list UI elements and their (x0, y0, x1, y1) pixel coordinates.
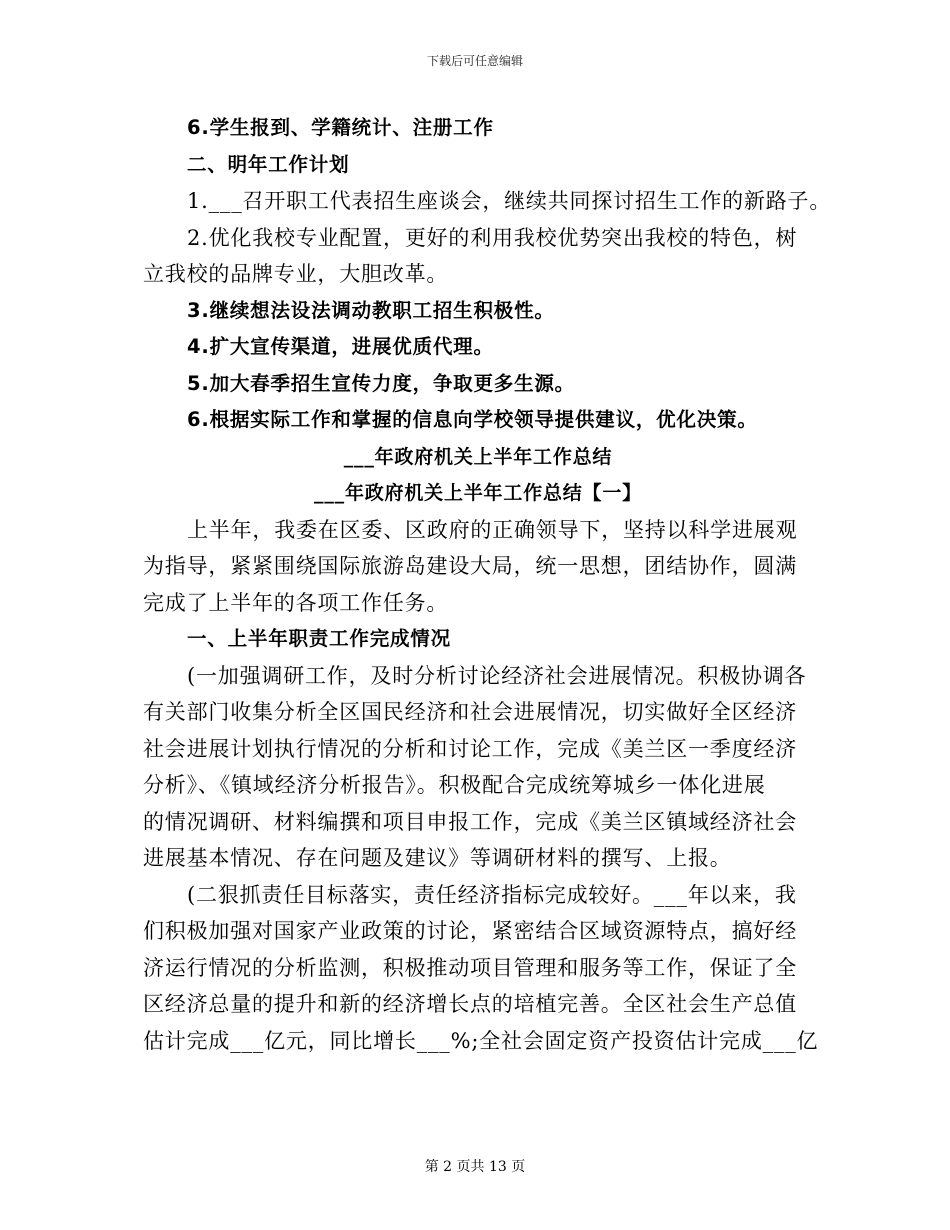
plan-item-4: 4.扩大宣传渠道，进展优质代理。 (187, 335, 494, 358)
paragraph-targets-line-2: 们积极加强对国家产业政策的讨论，紧密结合区域资源特点，搞好经 (143, 919, 797, 943)
paragraph-targets-line-3: 济运行情况的分析监测，积极推动项目管理和服务等工作，保证了全 (143, 955, 797, 980)
paragraph-intro-line-2: 为指导，紧紧围绕国际旅游岛建设大局，统一思想，团结协作，圆满 (143, 554, 797, 578)
section-heading-duties: 一、上半年职责工作完成情况 (187, 627, 451, 650)
page-header: 下载后可任意编辑 (426, 54, 523, 68)
paragraph-targets-line-1: (二狠抓责任目标落实，责任经济指标完成较好。___年以来，我 (187, 882, 797, 907)
paragraph-research-line-1: (一加强调研工作，及时分析讨论经济社会进展情况。积极协调各 (187, 663, 807, 688)
document-subtitle: ___年政府机关上半年工作总结【一】 (314, 482, 642, 504)
paragraph-targets-line-5: 估计完成___亿元，同比增长___%;全社会固定资产投资估计完成___亿 (143, 1028, 819, 1053)
plan-item-6: 6.根据实际工作和掌握的信息向学校领导提供建议，优化决策。 (187, 408, 758, 431)
list-item-student-registration: 6.学生报到、学籍统计、注册工作 (187, 116, 494, 139)
plan-item-5: 5.加大春季招生宣传力度，争取更多生源。 (187, 371, 575, 395)
plan-item-3: 3.继续想法设法调动教职工招生积极性。 (187, 298, 555, 322)
paragraph-research-line-4: 分析》、《镇域经济分析报告》。积极配合完成统筹城乡一体化进展 (143, 773, 766, 797)
paragraph-targets-line-4: 区经济总量的提升和新的经济增长点的培植完善。全区社会生产总值 (143, 992, 797, 1016)
paragraph-research-line-2: 有关部门收集分析全区国民经济和社会进展情况，切实做好全区经济 (143, 700, 797, 724)
paragraph-intro-line-1: 上半年，我委在区委、区政府的正确领导下，坚持以科学进展观 (187, 517, 798, 542)
section-heading-next-year-plan: 二、明年工作计划 (187, 152, 350, 176)
plan-item-1: 1.___召开职工代表招生座谈会，继续共同探讨招生工作的新路子。 (187, 189, 832, 213)
plan-item-2: 2.优化我校专业配置，更好的利用我校优势突出我校的特色，树 (187, 225, 798, 250)
plan-item-2-continued: 立我校的品牌专业，大胆改革。 (143, 262, 449, 286)
paragraph-research-line-5: 的情况调研、材料编撰和项目申报工作，完成《美兰区镇域经济社会 (143, 809, 797, 834)
document-body (143, 110, 832, 1059)
page-footer: 第 2 页共 13 页 (424, 1159, 526, 1175)
paragraph-intro-line-3: 完成了上半年的各项工作任务。 (143, 590, 449, 615)
paragraph-research-line-6: 进展基本情况、存在问题及建议》等调研材料的撰写、上报。 (143, 846, 732, 870)
paragraph-research-line-3: 社会进展计划执行情况的分析和讨论工作，完成《美兰区一季度经济 (143, 736, 797, 761)
document-title: ___年政府机关上半年工作总结 (343, 445, 613, 468)
